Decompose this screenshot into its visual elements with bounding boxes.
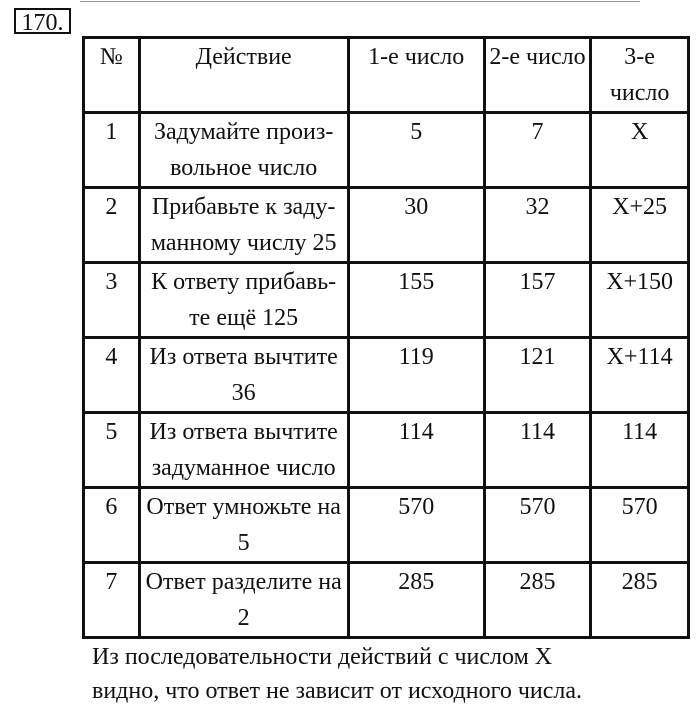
cell-first: 155: [348, 263, 484, 338]
cell-step: 2: [84, 188, 140, 263]
cell-first: 30: [348, 188, 484, 263]
cell-second: 570: [484, 488, 591, 563]
cell-action: Ответ разделите на 2: [139, 563, 348, 638]
cell-third: X+114: [591, 338, 689, 413]
cell-second: 157: [484, 263, 591, 338]
cell-step: 3: [84, 263, 140, 338]
table-row: [84, 413, 689, 488]
header-second-number: 2-е число: [484, 38, 591, 113]
cell-first: 570: [348, 488, 484, 563]
header-action: Действие: [139, 38, 348, 113]
cell-step: 1: [84, 113, 140, 188]
cell-first: 119: [348, 338, 484, 413]
header-number: №: [84, 38, 140, 113]
table-row: [84, 563, 689, 638]
conclusion-line-1: Из последовательности действий с числом X: [92, 644, 553, 670]
cell-second: 285: [484, 563, 591, 638]
header-first-number: 1-е число: [348, 38, 484, 113]
cell-step: 4: [84, 338, 140, 413]
table-row: [84, 188, 689, 263]
header-third-number: 3-е число: [591, 38, 689, 113]
cell-second: 32: [484, 188, 591, 263]
cell-second: 121: [484, 338, 591, 413]
problem-number: 170.: [14, 8, 71, 34]
table-row: [84, 113, 689, 188]
cell-first: 5: [348, 113, 484, 188]
cell-third: 114: [591, 413, 689, 488]
cell-action: Задумайте произ-вольное число: [139, 113, 348, 188]
cell-third: 285: [591, 563, 689, 638]
cell-second: 7: [484, 113, 591, 188]
cell-second: 114: [484, 413, 591, 488]
cell-step: 5: [84, 413, 140, 488]
cell-third: X: [591, 113, 689, 188]
conclusion-text: [92, 640, 582, 708]
cell-first: 114: [348, 413, 484, 488]
cell-third: X+150: [591, 263, 689, 338]
cell-action: Из ответа вычтите задуманное число: [139, 413, 348, 488]
cell-action: Ответ умножьте на 5: [139, 488, 348, 563]
steps-table: [82, 36, 690, 639]
cell-third: 570: [591, 488, 689, 563]
cell-third: X+25: [591, 188, 689, 263]
cell-action: Из ответа вычтите 36: [139, 338, 348, 413]
table-header-row: [84, 38, 689, 113]
cell-step: 7: [84, 563, 140, 638]
table-row: [84, 488, 689, 563]
conclusion-line-2: видно, что ответ не зависит от исходного числа.: [92, 678, 583, 704]
top-rule: [80, 1, 640, 2]
cell-step: 6: [84, 488, 140, 563]
table-row: [84, 338, 689, 413]
cell-first: 285: [348, 563, 484, 638]
cell-action: К ответу прибавь-те ещё 125: [139, 263, 348, 338]
table-row: [84, 263, 689, 338]
cell-action: Прибавьте к заду-манному числу 25: [139, 188, 348, 263]
